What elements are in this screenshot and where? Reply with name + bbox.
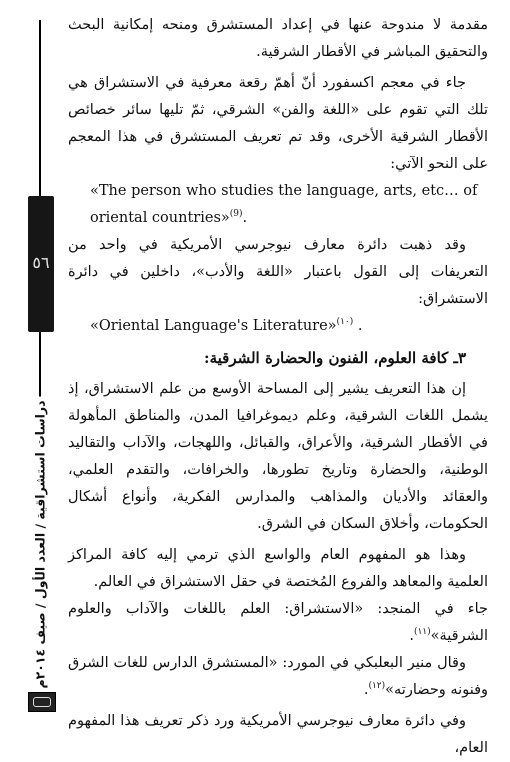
paragraph-1: مقدمة لا مندوحة عنها في إعداد المستشرق ومنحه إمكانية البحث والتحقيق المباشر في الأقطار الشرقية. bbox=[68, 17, 488, 60]
journal-label-text: دراسات استشراقية / العدد الأول / صيف ٢٠١٤م bbox=[33, 396, 48, 692]
journal-running-title bbox=[18, 394, 62, 694]
text-column bbox=[68, 12, 488, 762]
paragraph-7-text: وقال منير البعلبكي في المورد: «المستشرق الدارس للغات الشرق وفنونه وحضارته» bbox=[68, 655, 488, 698]
paragraph-4: إن هذا التعريف يشير إلى المساحة الأوسع من علم الاستشراق، إذ يشمل اللغات الشرقية، وعلم ديموغرافيا المدن، والمناطق المأهولة في الأقطار الشرقية، والأعراق، والقبائل، واللهجات، والآداب والتقاليد الوطنية، والحضارة وتاريخ تطورها، والخرافات، والتقدم العلمي، والعقائد والأديان والمذاهب والمدارس الفكرية، وأنواع أشكال الحكومات، وأخلاق السكان في الشرق. bbox=[68, 381, 488, 532]
chapter-tab-glyph: ٥٦ bbox=[32, 253, 50, 272]
ornament-icon bbox=[28, 692, 56, 712]
chapter-tab bbox=[28, 196, 54, 332]
english-quote-1: «The person who studies the language, arts, etc… of oriental countries»$^{(9)}$. bbox=[90, 183, 478, 226]
paragraph-3: وقد ذهبت دائرة معارف نيوجرسي الأمريكية في واحد من التعريفات إلى القول باعتبار «اللغة والأدب»، داخلين في دائرة الاستشراق: bbox=[68, 237, 488, 307]
english-quote-2-text: «Oriental Language's Literature» bbox=[90, 318, 337, 334]
english-quote-2: «Oriental Language's Literature»$^{(١٠)}$ . bbox=[90, 317, 363, 334]
footnote-ref-12: (١٢) bbox=[368, 681, 386, 692]
paragraph-6-text: جاء في المنجد: «الاستشراق: العلم باللغات والآداب والعلوم الشرقية» bbox=[68, 601, 488, 644]
paragraph-7: وقال منير البعلبكي في المورد: «المستشرق الدارس للغات الشرق وفنونه وحضارته»$^{(١٢)}$. bbox=[68, 655, 488, 698]
footnote-ref-10: (١٠) bbox=[336, 317, 354, 328]
footnote-ref-11: (١١) bbox=[413, 627, 431, 638]
paragraph-6: جاء في المنجد: «الاستشراق: العلم باللغات والآداب والعلوم الشرقية»$^{(١١)}$. bbox=[68, 601, 488, 644]
footnote-ref-9: (9) bbox=[229, 209, 243, 220]
paragraph-2: جاء في معجم اكسفورد أنّ أهمّ رقعة معرفية في الاستشراق هي تلك التي تقوم على «اللغة والفن» الشرقي، ثمّ تليها سائر خصائص الأقطار الشرقية الأخرى، وقد تم تعريف المستشرق في هذا المعجم على النحو الآتي: bbox=[68, 75, 488, 172]
english-quote-1-text: «The person who studies the language, arts, etc… of oriental countries» bbox=[90, 183, 478, 226]
section-heading: ٣ـ كافة العلوم، الفنون والحضارة الشرقية: bbox=[204, 349, 466, 367]
margin-decoration bbox=[18, 20, 62, 710]
paragraph-8: وفي دائرة معارف نيوجرسي الأمريكية ورد ذكر تعريف هذا المفهوم العام، bbox=[68, 713, 488, 756]
paragraph-5: وهذا هو المفهوم العام والواسع الذي ترمي إليه كافة المراكز العلمية والمعاهد والفروع المُختصة في حقل الاستشراق في العالم. bbox=[68, 547, 488, 590]
